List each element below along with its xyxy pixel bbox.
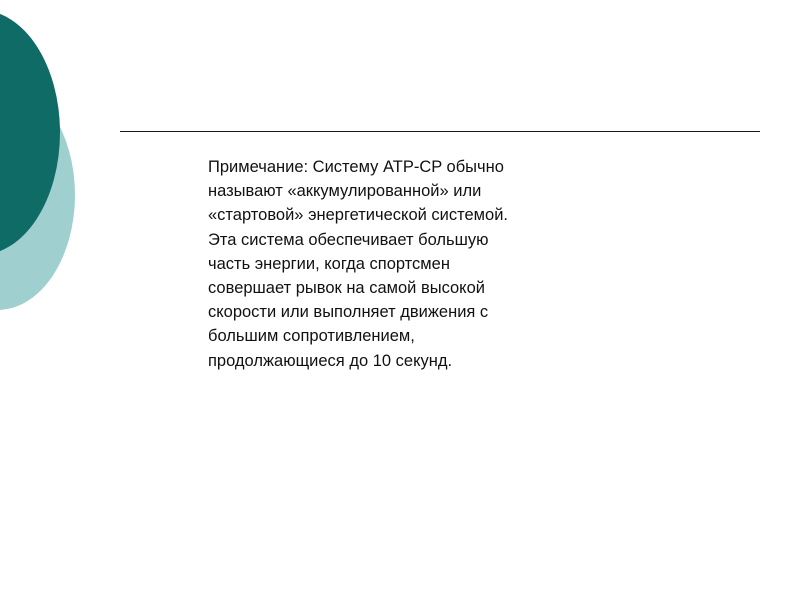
note-text: Примечание: Систему ATP-CP обычно называют «аккумулированной» или «стартовой» энергетической системой. Эта система обеспечивает большую часть энергии, когда спортсмен совершает рывок на самой высокой скорости или выполняет движения с большим сопротивлением, продолжающиеся до 10 секунд. <box>208 158 509 370</box>
title-divider-line <box>120 131 760 132</box>
